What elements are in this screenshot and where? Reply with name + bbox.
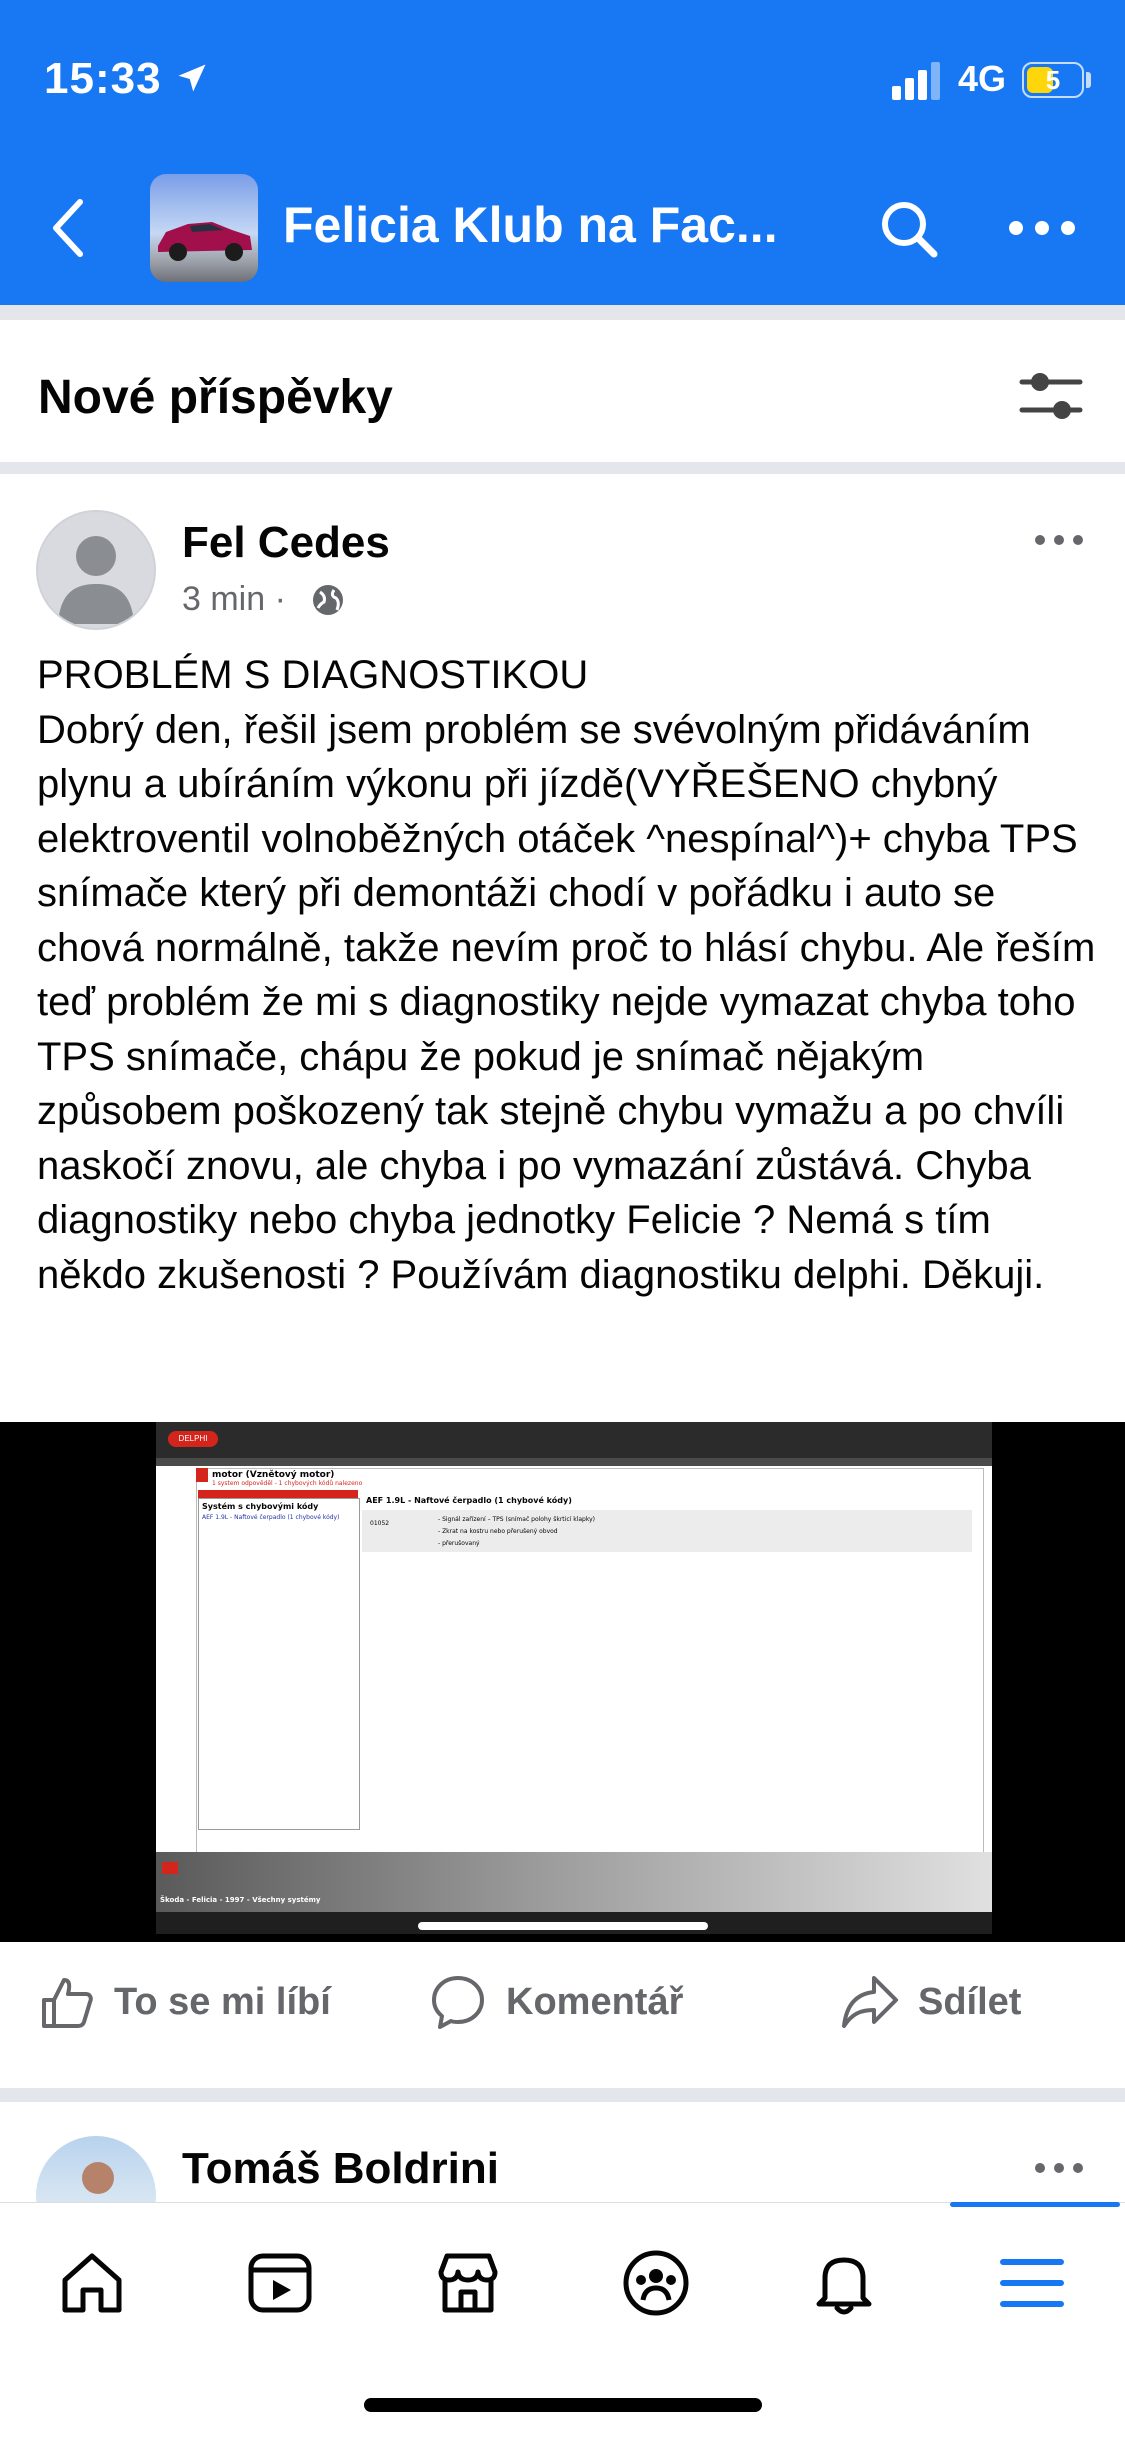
- marketplace-icon[interactable]: [431, 2246, 505, 2320]
- groups-icon[interactable]: [619, 2246, 693, 2320]
- like-label: To se mi líbí: [114, 1980, 331, 2023]
- share-label: Sdílet: [918, 1980, 1022, 2023]
- separator: [0, 2088, 1125, 2102]
- screenshot-left-title: Systém s chybovými kódy: [202, 1502, 319, 1511]
- network-label: 4G: [958, 58, 1007, 99]
- post-more-icon[interactable]: [1034, 2160, 1084, 2176]
- screenshot-desc-2: - Zkrat na kostru nebo přerušený obvod: [438, 1528, 558, 1535]
- battery-tip: [1086, 72, 1091, 88]
- post-text: PROBLÉM S DIAGNOSTIKOU Dobrý den, řešil jsem problém se svévolným přidáváním plynu a ubíráním výkonu při jízdě(VYŘEŠENO chybný elektroventil volnoběžných otáček ^nespínal^)+ chyba TPS snímače který při demontáži chodí v pořádku i auto se chová normálně, takže nevím proč to hlásí chybu. Ale řeším teď problém že mi s diagnostiky nejde vymazat chyba toho TPS snímače, chápu že pokud je snímač nějakým způsobem poškozený tak stejně chybu vymažu a po chvíli naskočí znovu, ale chyba i po vymazání zůstává. Chyba diagnostiky nebo chyba jednotky Felicie ? Nemá s tím někdo zkušenosti ? Používám diagnostiku delphi. Děkuji.: [37, 653, 1096, 1297]
- screenshot-heading: motor (Vznětový motor): [212, 1470, 335, 1480]
- group-title[interactable]: Felicia Klub na Fac...: [283, 197, 778, 253]
- screenshot-left-list: [198, 1498, 360, 1830]
- diagnostic-screenshot: [156, 1422, 992, 1934]
- person-icon: [38, 512, 154, 628]
- car-icon: [150, 174, 258, 282]
- media-scrub-bar[interactable]: [418, 1922, 708, 1930]
- battery-level: 5: [1045, 65, 1061, 95]
- section-title: Nové příspěvky: [38, 371, 393, 424]
- screenshot-code: 01052: [370, 1520, 390, 1527]
- like-icon: [36, 1972, 96, 2032]
- separator: [0, 462, 1125, 474]
- screenshot-desc-3: - přerušovaný: [438, 1540, 480, 1547]
- back-icon[interactable]: [44, 196, 94, 260]
- menu-icon[interactable]: [995, 2246, 1069, 2320]
- comment-button[interactable]: [428, 1966, 683, 2038]
- more-icon[interactable]: [1008, 218, 1076, 238]
- notifications-icon[interactable]: [807, 2246, 881, 2320]
- screenshot-right-title: AEF 1.9L - Naftové čerpadlo (1 chybové kódy): [366, 1496, 572, 1505]
- battery-icon: [1022, 62, 1084, 98]
- share-icon: [840, 1972, 900, 2032]
- post-image[interactable]: [0, 1422, 1125, 1942]
- like-button[interactable]: [36, 1966, 331, 2038]
- screenshot-left-item: AEF 1.9L - Naftové čerpadlo (1 chybové kódy): [202, 1514, 340, 1521]
- signal-icon: [892, 62, 942, 100]
- screenshot-subheading: 1 system odpověděl - 1 chybových kódů nalezeno: [212, 1480, 363, 1487]
- close-red-icon: [196, 1468, 208, 1482]
- globe-icon: [310, 582, 346, 618]
- next-post-author[interactable]: Tomáš Boldrini: [182, 2144, 499, 2193]
- comment-label: Komentář: [506, 1980, 684, 2023]
- avatar[interactable]: [36, 510, 156, 630]
- post-author[interactable]: Fel Cedes: [182, 518, 390, 567]
- filter-icon[interactable]: [1018, 368, 1084, 426]
- share-button[interactable]: [840, 1966, 1021, 2038]
- home-icon[interactable]: [55, 2246, 129, 2320]
- home-indicator: [364, 2398, 762, 2412]
- group-thumbnail[interactable]: [150, 174, 258, 282]
- spacer: [0, 1942, 1125, 1944]
- active-tab-indicator: [950, 2202, 1120, 2207]
- search-icon[interactable]: [876, 196, 942, 262]
- screenshot-toolbar: [156, 1422, 992, 1458]
- comment-icon: [428, 1972, 488, 2032]
- back-red-icon: [162, 1862, 178, 1874]
- delphi-logo: DELPHI: [168, 1431, 218, 1447]
- location-arrow-icon: [174, 60, 210, 96]
- status-time: 15:33: [44, 54, 162, 103]
- screenshot-desc-1: - Signál zařízení – TPS (snímač polohy škrticí klapky): [438, 1516, 595, 1523]
- separator: [0, 305, 1125, 320]
- post-time[interactable]: 3 min ·: [182, 580, 286, 618]
- video-icon[interactable]: [243, 2246, 317, 2320]
- screenshot-footer: Škoda - Felicia - 1997 - Všechny systémy: [160, 1896, 321, 1904]
- post-more-icon[interactable]: [1034, 532, 1084, 548]
- red-tab: [198, 1490, 358, 1498]
